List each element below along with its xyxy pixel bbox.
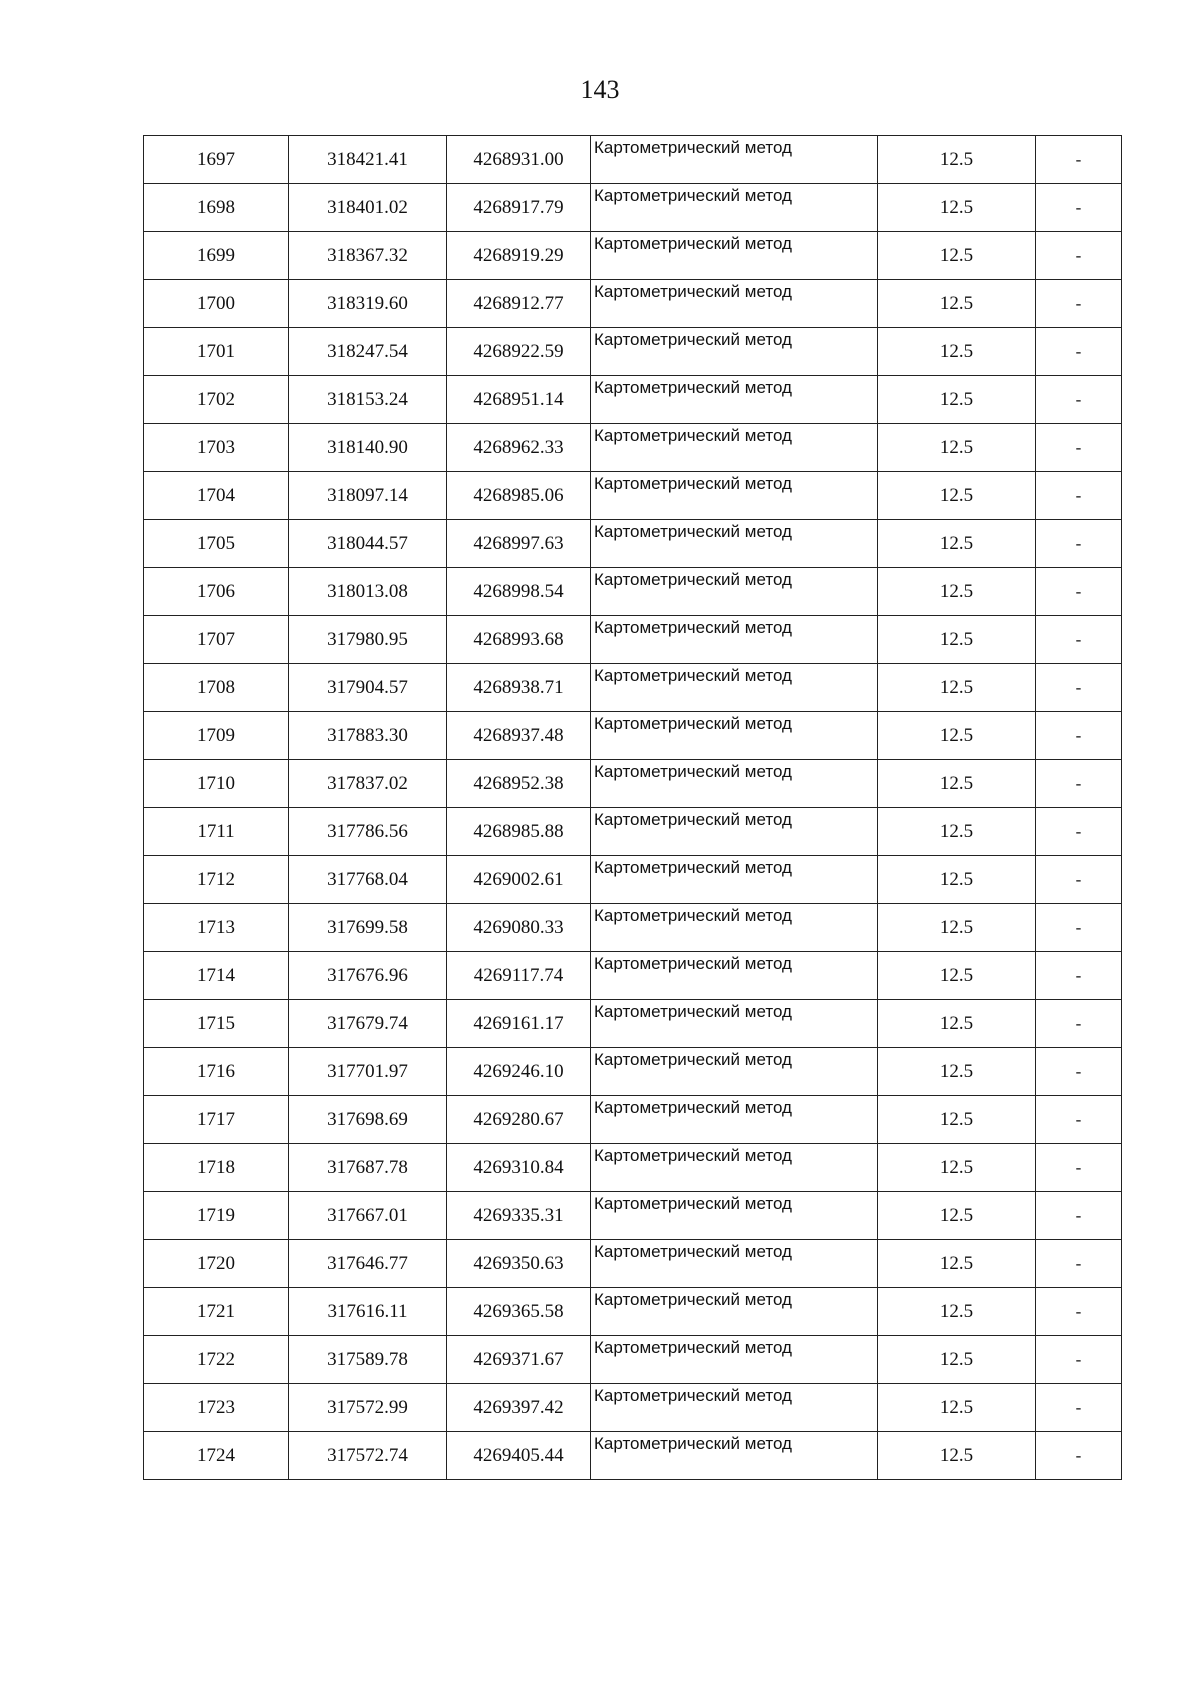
- table-row: [144, 904, 1122, 952]
- point-number-cell: 1702: [144, 376, 289, 424]
- note-cell: -: [1036, 184, 1122, 232]
- method-cell: Картометрический метод: [591, 664, 878, 712]
- point-number-cell: 1710: [144, 760, 289, 808]
- table-row: [144, 232, 1122, 280]
- accuracy-cell: 12.5: [878, 280, 1036, 328]
- table-row: [144, 472, 1122, 520]
- table-row: [144, 1288, 1122, 1336]
- method-cell: Картометрический метод: [591, 760, 878, 808]
- point-number-cell: 1721: [144, 1288, 289, 1336]
- y-coordinate-cell: 4268997.63: [447, 520, 591, 568]
- table-row: [144, 136, 1122, 184]
- y-coordinate-cell: 4268952.38: [447, 760, 591, 808]
- y-coordinate-cell: 4269371.67: [447, 1336, 591, 1384]
- method-cell: Картометрический метод: [591, 1144, 878, 1192]
- note-cell: -: [1036, 1144, 1122, 1192]
- table-row: [144, 1048, 1122, 1096]
- point-number-cell: 1724: [144, 1432, 289, 1480]
- note-cell: -: [1036, 856, 1122, 904]
- y-coordinate-cell: 4269246.10: [447, 1048, 591, 1096]
- y-coordinate-cell: 4268938.71: [447, 664, 591, 712]
- method-cell: Картометрический метод: [591, 1288, 878, 1336]
- x-coordinate-cell: 317676.96: [289, 952, 447, 1000]
- y-coordinate-cell: 4269335.31: [447, 1192, 591, 1240]
- accuracy-cell: 12.5: [878, 424, 1036, 472]
- point-number-cell: 1703: [144, 424, 289, 472]
- table-row: [144, 1432, 1122, 1480]
- y-coordinate-cell: 4268922.59: [447, 328, 591, 376]
- x-coordinate-cell: 317701.97: [289, 1048, 447, 1096]
- note-cell: -: [1036, 1336, 1122, 1384]
- note-cell: -: [1036, 520, 1122, 568]
- x-coordinate-cell: 318421.41: [289, 136, 447, 184]
- y-coordinate-cell: 4268985.88: [447, 808, 591, 856]
- note-cell: -: [1036, 712, 1122, 760]
- method-cell: Картометрический метод: [591, 424, 878, 472]
- coordinates-table: [143, 135, 1122, 1480]
- point-number-cell: 1712: [144, 856, 289, 904]
- accuracy-cell: 12.5: [878, 1000, 1036, 1048]
- y-coordinate-cell: 4268993.68: [447, 616, 591, 664]
- table-row: [144, 1000, 1122, 1048]
- x-coordinate-cell: 317768.04: [289, 856, 447, 904]
- note-cell: -: [1036, 808, 1122, 856]
- x-coordinate-cell: 317616.11: [289, 1288, 447, 1336]
- accuracy-cell: 12.5: [878, 1288, 1036, 1336]
- method-cell: Картометрический метод: [591, 856, 878, 904]
- note-cell: -: [1036, 568, 1122, 616]
- point-number-cell: 1705: [144, 520, 289, 568]
- y-coordinate-cell: 4269405.44: [447, 1432, 591, 1480]
- y-coordinate-cell: 4268937.48: [447, 712, 591, 760]
- accuracy-cell: 12.5: [878, 1384, 1036, 1432]
- table-row: [144, 856, 1122, 904]
- x-coordinate-cell: 317980.95: [289, 616, 447, 664]
- table-row: [144, 424, 1122, 472]
- point-number-cell: 1699: [144, 232, 289, 280]
- method-cell: Картометрический метод: [591, 1096, 878, 1144]
- method-cell: Картометрический метод: [591, 280, 878, 328]
- table-row: [144, 568, 1122, 616]
- method-cell: Картометрический метод: [591, 184, 878, 232]
- point-number-cell: 1718: [144, 1144, 289, 1192]
- accuracy-cell: 12.5: [878, 808, 1036, 856]
- table-row: [144, 1192, 1122, 1240]
- point-number-cell: 1720: [144, 1240, 289, 1288]
- method-cell: Картометрический метод: [591, 1336, 878, 1384]
- accuracy-cell: 12.5: [878, 1144, 1036, 1192]
- note-cell: -: [1036, 1048, 1122, 1096]
- point-number-cell: 1697: [144, 136, 289, 184]
- y-coordinate-cell: 4269350.63: [447, 1240, 591, 1288]
- note-cell: -: [1036, 376, 1122, 424]
- y-coordinate-cell: 4269280.67: [447, 1096, 591, 1144]
- note-cell: -: [1036, 1240, 1122, 1288]
- accuracy-cell: 12.5: [878, 376, 1036, 424]
- method-cell: Картометрический метод: [591, 376, 878, 424]
- point-number-cell: 1715: [144, 1000, 289, 1048]
- x-coordinate-cell: 317699.58: [289, 904, 447, 952]
- x-coordinate-cell: 318401.02: [289, 184, 447, 232]
- table-row: [144, 808, 1122, 856]
- table-row: [144, 1336, 1122, 1384]
- table-row: [144, 184, 1122, 232]
- accuracy-cell: 12.5: [878, 568, 1036, 616]
- note-cell: -: [1036, 1000, 1122, 1048]
- y-coordinate-cell: 4268931.00: [447, 136, 591, 184]
- x-coordinate-cell: 318013.08: [289, 568, 447, 616]
- point-number-cell: 1719: [144, 1192, 289, 1240]
- x-coordinate-cell: 317883.30: [289, 712, 447, 760]
- y-coordinate-cell: 4269161.17: [447, 1000, 591, 1048]
- method-cell: Картометрический метод: [591, 1432, 878, 1480]
- table-row: [144, 1240, 1122, 1288]
- method-cell: Картометрический метод: [591, 232, 878, 280]
- accuracy-cell: 12.5: [878, 1240, 1036, 1288]
- accuracy-cell: 12.5: [878, 1336, 1036, 1384]
- accuracy-cell: 12.5: [878, 1096, 1036, 1144]
- method-cell: Картометрический метод: [591, 808, 878, 856]
- y-coordinate-cell: 4268985.06: [447, 472, 591, 520]
- note-cell: -: [1036, 1432, 1122, 1480]
- note-cell: -: [1036, 232, 1122, 280]
- y-coordinate-cell: 4268912.77: [447, 280, 591, 328]
- method-cell: Картометрический метод: [591, 1000, 878, 1048]
- table-row: [144, 328, 1122, 376]
- note-cell: -: [1036, 424, 1122, 472]
- method-cell: Картометрический метод: [591, 952, 878, 1000]
- method-cell: Картометрический метод: [591, 1240, 878, 1288]
- x-coordinate-cell: 317786.56: [289, 808, 447, 856]
- point-number-cell: 1709: [144, 712, 289, 760]
- method-cell: Картометрический метод: [591, 328, 878, 376]
- note-cell: -: [1036, 280, 1122, 328]
- table-row: [144, 760, 1122, 808]
- x-coordinate-cell: 317679.74: [289, 1000, 447, 1048]
- note-cell: -: [1036, 616, 1122, 664]
- method-cell: Картометрический метод: [591, 520, 878, 568]
- table-row: [144, 520, 1122, 568]
- point-number-cell: 1704: [144, 472, 289, 520]
- table-row: [144, 376, 1122, 424]
- note-cell: -: [1036, 1384, 1122, 1432]
- x-coordinate-cell: 318044.57: [289, 520, 447, 568]
- accuracy-cell: 12.5: [878, 712, 1036, 760]
- x-coordinate-cell: 318097.14: [289, 472, 447, 520]
- method-cell: Картометрический метод: [591, 1192, 878, 1240]
- accuracy-cell: 12.5: [878, 472, 1036, 520]
- point-number-cell: 1722: [144, 1336, 289, 1384]
- y-coordinate-cell: 4269365.58: [447, 1288, 591, 1336]
- accuracy-cell: 12.5: [878, 232, 1036, 280]
- x-coordinate-cell: 317904.57: [289, 664, 447, 712]
- table-body: [144, 136, 1122, 1480]
- x-coordinate-cell: 318140.90: [289, 424, 447, 472]
- table-row: [144, 1096, 1122, 1144]
- note-cell: -: [1036, 664, 1122, 712]
- x-coordinate-cell: 318247.54: [289, 328, 447, 376]
- x-coordinate-cell: 317698.69: [289, 1096, 447, 1144]
- y-coordinate-cell: 4269310.84: [447, 1144, 591, 1192]
- y-coordinate-cell: 4269117.74: [447, 952, 591, 1000]
- x-coordinate-cell: 317837.02: [289, 760, 447, 808]
- accuracy-cell: 12.5: [878, 904, 1036, 952]
- y-coordinate-cell: 4268917.79: [447, 184, 591, 232]
- point-number-cell: 1723: [144, 1384, 289, 1432]
- x-coordinate-cell: 317667.01: [289, 1192, 447, 1240]
- accuracy-cell: 12.5: [878, 328, 1036, 376]
- point-number-cell: 1701: [144, 328, 289, 376]
- point-number-cell: 1717: [144, 1096, 289, 1144]
- method-cell: Картометрический метод: [591, 472, 878, 520]
- y-coordinate-cell: 4268919.29: [447, 232, 591, 280]
- accuracy-cell: 12.5: [878, 952, 1036, 1000]
- point-number-cell: 1698: [144, 184, 289, 232]
- note-cell: -: [1036, 760, 1122, 808]
- accuracy-cell: 12.5: [878, 184, 1036, 232]
- method-cell: Картометрический метод: [591, 1384, 878, 1432]
- y-coordinate-cell: 4269080.33: [447, 904, 591, 952]
- point-number-cell: 1714: [144, 952, 289, 1000]
- note-cell: -: [1036, 1096, 1122, 1144]
- x-coordinate-cell: 317589.78: [289, 1336, 447, 1384]
- y-coordinate-cell: 4268962.33: [447, 424, 591, 472]
- accuracy-cell: 12.5: [878, 136, 1036, 184]
- x-coordinate-cell: 317572.99: [289, 1384, 447, 1432]
- note-cell: -: [1036, 136, 1122, 184]
- y-coordinate-cell: 4269397.42: [447, 1384, 591, 1432]
- point-number-cell: 1713: [144, 904, 289, 952]
- y-coordinate-cell: 4269002.61: [447, 856, 591, 904]
- y-coordinate-cell: 4268998.54: [447, 568, 591, 616]
- accuracy-cell: 12.5: [878, 1192, 1036, 1240]
- point-number-cell: 1716: [144, 1048, 289, 1096]
- table-row: [144, 1384, 1122, 1432]
- method-cell: Картометрический метод: [591, 616, 878, 664]
- point-number-cell: 1700: [144, 280, 289, 328]
- method-cell: Картометрический метод: [591, 1048, 878, 1096]
- note-cell: -: [1036, 1288, 1122, 1336]
- accuracy-cell: 12.5: [878, 760, 1036, 808]
- accuracy-cell: 12.5: [878, 1048, 1036, 1096]
- note-cell: -: [1036, 904, 1122, 952]
- accuracy-cell: 12.5: [878, 520, 1036, 568]
- method-cell: Картометрический метод: [591, 568, 878, 616]
- x-coordinate-cell: 317646.77: [289, 1240, 447, 1288]
- accuracy-cell: 12.5: [878, 1432, 1036, 1480]
- method-cell: Картометрический метод: [591, 904, 878, 952]
- point-number-cell: 1706: [144, 568, 289, 616]
- y-coordinate-cell: 4268951.14: [447, 376, 591, 424]
- table-row: [144, 616, 1122, 664]
- point-number-cell: 1711: [144, 808, 289, 856]
- accuracy-cell: 12.5: [878, 664, 1036, 712]
- table-row: [144, 1144, 1122, 1192]
- method-cell: Картометрический метод: [591, 712, 878, 760]
- x-coordinate-cell: 318367.32: [289, 232, 447, 280]
- x-coordinate-cell: 318153.24: [289, 376, 447, 424]
- method-cell: Картометрический метод: [591, 136, 878, 184]
- x-coordinate-cell: 317572.74: [289, 1432, 447, 1480]
- table-row: [144, 280, 1122, 328]
- point-number-cell: 1708: [144, 664, 289, 712]
- x-coordinate-cell: 318319.60: [289, 280, 447, 328]
- note-cell: -: [1036, 952, 1122, 1000]
- table-row: [144, 712, 1122, 760]
- accuracy-cell: 12.5: [878, 616, 1036, 664]
- x-coordinate-cell: 317687.78: [289, 1144, 447, 1192]
- point-number-cell: 1707: [144, 616, 289, 664]
- note-cell: -: [1036, 1192, 1122, 1240]
- page-number: 143: [580, 75, 620, 104]
- note-cell: -: [1036, 328, 1122, 376]
- accuracy-cell: 12.5: [878, 856, 1036, 904]
- table-row: [144, 952, 1122, 1000]
- note-cell: -: [1036, 472, 1122, 520]
- table-row: [144, 664, 1122, 712]
